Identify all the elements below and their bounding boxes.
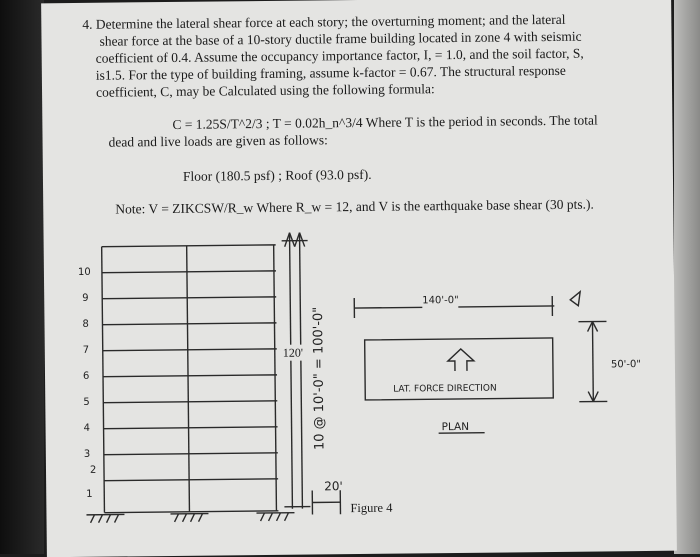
problem-line-3: coefficient of 0.4. Assume the occupancy importance factor, I, = 1.0, and the soil factor, S,: [96, 46, 584, 67]
story-number-10: 10: [78, 265, 91, 281]
story-number-6: 6: [83, 369, 90, 385]
note-line: Note: V = ZIKCSW/R_w Where R_w = 12, and V is the earthquake base shear (30 pts.).: [115, 197, 594, 218]
span-label: 10 @ 10'-0" = 100'-0": [311, 307, 329, 451]
formula-line: C = 1.25S/T^2/3 ; T = 0.02h_n^3/4 Where T is the period in seconds. The total: [172, 112, 598, 132]
figure-caption: Figure 4: [350, 500, 392, 516]
problem-line-5: coefficient, C, may be Calculated using the following formula:: [96, 81, 435, 101]
background-edge-right: [674, 0, 700, 554]
paper-sheet: [41, 0, 677, 557]
plan-length-label: 140'-0": [422, 293, 459, 309]
problem-line-2: shear force at the base of a 10-story ductile frame building located in zone 4 with seismic: [99, 29, 581, 50]
problem-line-1: 4. Determine the lateral shear force at each story; the overturning moment; and the lateral: [82, 12, 565, 33]
story-number-5: 5: [83, 395, 90, 411]
loads-intro: dead and live loads are given as follows:: [108, 132, 327, 150]
bay-label: 20': [324, 478, 343, 494]
figure-4-drawing: [41, 0, 677, 557]
loads-line: Floor (180.5 psf) ; Roof (93.0 psf).: [183, 167, 372, 185]
story-number-9: 9: [82, 291, 89, 307]
story-number-7: 7: [83, 343, 90, 359]
height-label: 120': [283, 345, 303, 361]
story-number-3: 3: [84, 447, 91, 463]
story-number-4: 4: [83, 421, 90, 437]
plan-title: PLAN: [441, 419, 469, 435]
story-number-8: 8: [82, 317, 89, 333]
background-edge-left: [0, 0, 44, 554]
story-number-2: 2: [90, 463, 97, 479]
lateral-force-label: LAT. FORCE DIRECTION: [393, 381, 497, 398]
plan-width-label: 50'-0": [611, 357, 641, 373]
problem-line-4: is1.5. For the type of building framing, assume k-factor = 0.67. The structural response: [96, 63, 566, 84]
story-number-1: 1: [86, 487, 93, 503]
